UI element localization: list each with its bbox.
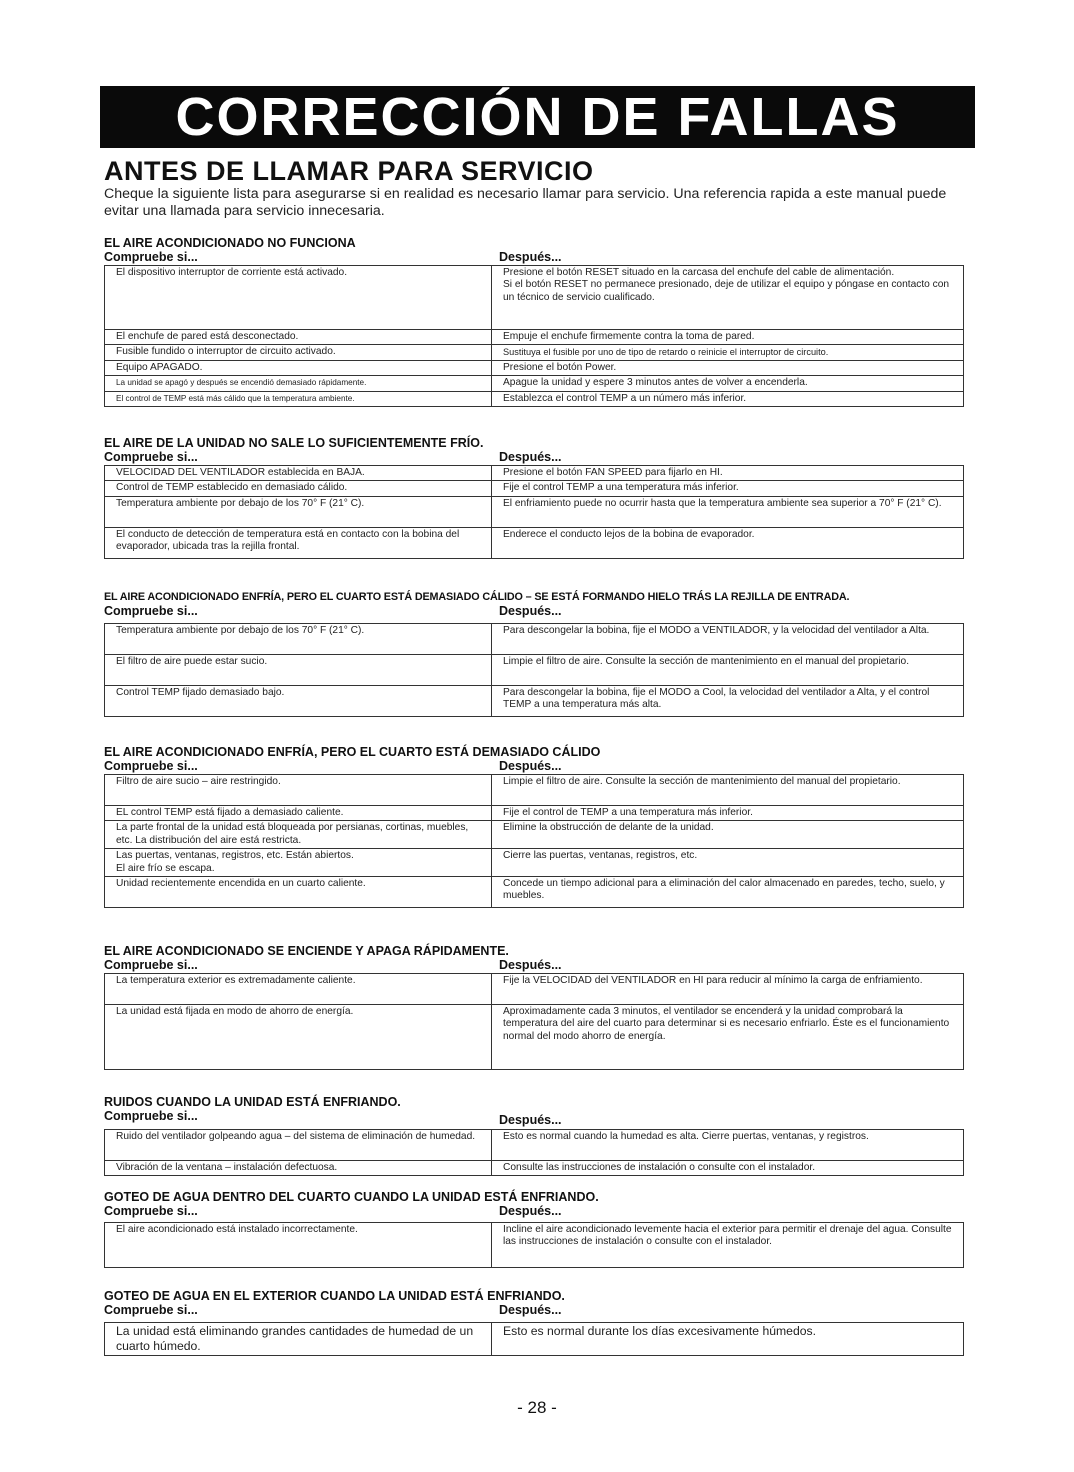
cause-cell: La unidad se apagó y después se encendió demasiado rápidamente. bbox=[105, 376, 492, 391]
table-row bbox=[105, 624, 964, 655]
column-headers bbox=[104, 450, 964, 465]
check-header: Compruebe si... bbox=[104, 759, 198, 773]
section-title: GOTEO DE AGUA DENTRO DEL CUARTO CUANDO LA UNIDAD ESTÁ ENFRIANDO. bbox=[104, 1190, 599, 1204]
column-headers bbox=[104, 1204, 964, 1219]
section-drip-inside bbox=[104, 1190, 964, 1268]
check-header: Compruebe si... bbox=[104, 1109, 198, 1123]
table-row bbox=[105, 1161, 964, 1176]
cause-cell: Unidad recientemente encendida en un cuarto caliente. bbox=[105, 877, 492, 908]
cause-cell: Control de TEMP establecido en demasiado cálido. bbox=[105, 481, 492, 496]
solution-cell: Limpie el filtro de aire. Consulte la sección de mantenimiento en el manual del propietario. bbox=[492, 655, 964, 686]
cause-cell: Fusible fundido o interruptor de circuito activado. bbox=[105, 345, 492, 360]
solution-cell: Presione el botón FAN SPEED para fijarlo en HI. bbox=[492, 466, 964, 481]
cause-cell: La temperatura exterior es extremadamente caliente. bbox=[105, 974, 492, 1005]
table-row bbox=[105, 345, 964, 360]
cause-cell: Temperatura ambiente por debajo de los 70° F (21° C). bbox=[105, 496, 492, 527]
section-ice-forming bbox=[104, 590, 964, 717]
section-not-working bbox=[104, 236, 964, 407]
section-title: EL AIRE DE LA UNIDAD NO SALE LO SUFICIENTEMENTE FRÍO. bbox=[104, 436, 484, 450]
solution-cell: Aproximadamente cada 3 minutos, el ventilador se encenderá y la unidad comprobará la temperatura del aire del cuarto para determinar si es necesario enfriarlo. Éste es el funcionamiento normal del modo ahorro de energía. bbox=[492, 1005, 964, 1070]
solution-cell: Fije la VELOCIDAD del VENTILADOR en HI para reducir al mínimo la carga de enfriamiento. bbox=[492, 974, 964, 1005]
troubleshooting-table bbox=[104, 1322, 964, 1356]
troubleshooting-table bbox=[104, 1129, 964, 1176]
solution-cell: El enfriamiento puede no ocurrir hasta que la temperatura ambiente sea superior a 70° F (21° C). bbox=[492, 496, 964, 527]
cause-cell: Vibración de la ventana – instalación defectuosa. bbox=[105, 1161, 492, 1176]
cause-cell: Temperatura ambiente por debajo de los 70° F (21° C). bbox=[105, 624, 492, 655]
check-header: Compruebe si... bbox=[104, 250, 198, 264]
table-row bbox=[105, 527, 964, 558]
then-header: Después... bbox=[499, 759, 562, 773]
table-row bbox=[105, 686, 964, 717]
troubleshooting-table bbox=[104, 265, 964, 407]
solution-cell: Empuje el enchufe firmemente contra la toma de pared. bbox=[492, 330, 964, 345]
cause-cell: Filtro de aire sucio – aire restringido. bbox=[105, 775, 492, 806]
table-row bbox=[105, 360, 964, 375]
table-row bbox=[105, 775, 964, 806]
solution-cell: Cierre las puertas, ventanas, registros, etc. bbox=[492, 849, 964, 877]
page-banner: CORRECCIÓN DE FALLAS bbox=[100, 86, 975, 148]
then-header: Después... bbox=[499, 958, 562, 972]
section-title: EL AIRE ACONDICIONADO SE ENCIENDE Y APAGA RÁPIDAMENTE. bbox=[104, 944, 509, 958]
intro-paragraph: Cheque la siguiente lista para asegurarse si en realidad es necesario llamar para servicio. Una referencia rapida a este manual puede evitar una llamada para servicio innecesaria. bbox=[104, 186, 947, 219]
column-headers bbox=[104, 1109, 964, 1125]
table-row bbox=[105, 877, 964, 908]
solution-cell: Limpie el filtro de aire. Consulte la sección de mantenimiento del manual del propietario. bbox=[492, 775, 964, 806]
table-row bbox=[105, 821, 964, 849]
solution-cell: Esto es normal cuando la humedad es alta. Cierre puertas, ventanas, y registros. bbox=[492, 1130, 964, 1161]
table-row bbox=[105, 376, 964, 391]
column-headers bbox=[104, 604, 964, 619]
cause-cell: La unidad está eliminando grandes cantidades de humedad de un cuarto húmedo. bbox=[105, 1323, 492, 1356]
cause-cell: El dispositivo interruptor de corriente está activado. bbox=[105, 266, 492, 330]
column-headers bbox=[104, 1303, 964, 1318]
column-headers bbox=[104, 759, 964, 774]
then-header: Después... bbox=[499, 1303, 562, 1317]
cause-cell: El filtro de aire puede estar sucio. bbox=[105, 655, 492, 686]
table-row bbox=[105, 266, 964, 330]
troubleshooting-table bbox=[104, 774, 964, 908]
table-row bbox=[105, 806, 964, 821]
troubleshooting-table bbox=[104, 1222, 964, 1268]
cause-cell: Las puertas, ventanas, registros, etc. Están abiertos. El aire frío se escapa. bbox=[105, 849, 492, 877]
table-row bbox=[105, 1130, 964, 1161]
then-header: Después... bbox=[499, 450, 562, 464]
then-header: Después... bbox=[499, 604, 562, 618]
solution-cell bbox=[492, 266, 964, 330]
solution-cell: Esto es normal durante los días excesivamente húmedos. bbox=[492, 1323, 964, 1356]
table-row bbox=[105, 466, 964, 481]
table-row bbox=[105, 1005, 964, 1070]
table-row bbox=[105, 1323, 964, 1356]
cause-cell: La unidad está fijada en modo de ahorro de energía. bbox=[105, 1005, 492, 1070]
solution-cell: Incline el aire acondicionado levemente hacia el exterior para permitir el drenaje del agua. Consulte las instrucciones de instalación o consulte con el instalador. bbox=[492, 1223, 964, 1268]
section-not-cold bbox=[104, 436, 964, 559]
table-row bbox=[105, 849, 964, 877]
then-header: Después... bbox=[499, 1113, 562, 1127]
page-number: - 28 - bbox=[517, 1398, 557, 1417]
section-title: EL AIRE ACONDICIONADO ENFRÍA, PERO EL CUARTO ESTÁ DEMASIADO CÁLIDO – SE ESTÁ FORMANDO HIELO TRÁS LA REJILLA DE ENTRADA. bbox=[104, 591, 850, 603]
column-headers bbox=[104, 250, 964, 265]
check-header: Compruebe si... bbox=[104, 958, 198, 972]
cause-cell: Equipo APAGADO. bbox=[105, 360, 492, 375]
solution-cell: Establezca el control TEMP a un número más inferior. bbox=[492, 391, 964, 406]
cause-cell: El control de TEMP está más cálido que la temperatura ambiente. bbox=[105, 391, 492, 406]
solution-cell: Enderece el conducto lejos de la bobina de evaporador. bbox=[492, 527, 964, 558]
solution-cell: Fije el control de TEMP a una temperatura más inferior. bbox=[492, 806, 964, 821]
check-header: Compruebe si... bbox=[104, 1303, 198, 1317]
column-headers bbox=[104, 958, 964, 973]
table-row bbox=[105, 330, 964, 345]
cause-cell: El aire acondicionado está instalado incorrectamente. bbox=[105, 1223, 492, 1268]
solution-cell: Consulte las instrucciones de instalación o consulte con el instalador. bbox=[492, 1161, 964, 1176]
section-noises bbox=[104, 1095, 964, 1176]
solution-cell: Elimine la obstrucción de delante de la unidad. bbox=[492, 821, 964, 849]
section-title: RUIDOS CUANDO LA UNIDAD ESTÁ ENFRIANDO. bbox=[104, 1095, 401, 1109]
check-header: Compruebe si... bbox=[104, 1204, 198, 1218]
troubleshooting-table bbox=[104, 623, 964, 717]
cause-cell: EL control TEMP está fijado a demasiado caliente. bbox=[105, 806, 492, 821]
table-row bbox=[105, 391, 964, 406]
solution-cell: Presione el botón Power. bbox=[492, 360, 964, 375]
check-header: Compruebe si... bbox=[104, 604, 198, 618]
section-title: GOTEO DE AGUA EN EL EXTERIOR CUANDO LA UNIDAD ESTÁ ENFRIANDO. bbox=[104, 1289, 565, 1303]
solution-cell: Apague la unidad y espere 3 minutos antes de volver a encenderla. bbox=[492, 376, 964, 391]
table-row bbox=[105, 481, 964, 496]
solution-cell: Sustituya el fusible por uno de tipo de retardo o reinicie el interruptor de circuito. bbox=[492, 345, 964, 360]
table-row bbox=[105, 655, 964, 686]
table-row bbox=[105, 974, 964, 1005]
check-header: Compruebe si... bbox=[104, 450, 198, 464]
cause-cell: VELOCIDAD DEL VENTILADOR establecida en BAJA. bbox=[105, 466, 492, 481]
cause-cell: Control TEMP fijado demasiado bajo. bbox=[105, 686, 492, 717]
section-cycling bbox=[104, 944, 964, 1070]
cause-cell: El enchufe de pared está desconectado. bbox=[105, 330, 492, 345]
then-header: Después... bbox=[499, 1204, 562, 1218]
page-title: ANTES DE LLAMAR PARA SERVICIO bbox=[104, 156, 594, 186]
solution-line: Presione el botón RESET situado en la carcasa del enchufe del cable de alimentación. Si el botón RESET no permanece presionado, deje de utilizar el equipo y póngase en contacto con un técnico de servicio cualificado. bbox=[503, 267, 950, 303]
troubleshooting-table bbox=[104, 973, 964, 1070]
solution-cell: Para descongelar la bobina, fije el MODO a VENTILADOR, y la velocidad del ventilador a Alta. bbox=[492, 624, 964, 655]
section-title: EL AIRE ACONDICIONADO NO FUNCIONA bbox=[104, 236, 356, 250]
section-room-warm bbox=[104, 745, 964, 908]
cause-cell: El conducto de detección de temperatura está en contacto con la bobina del evaporador, ubicada tras la rejilla frontal. bbox=[105, 527, 492, 558]
solution-cell: Fije el control TEMP a una temperatura más inferior. bbox=[492, 481, 964, 496]
cause-cell: Ruido del ventilador golpeando agua – del sistema de eliminación de humedad. bbox=[105, 1130, 492, 1161]
solution-cell: Concede un tiempo adicional para a eliminación del calor almacenado en paredes, techo, suelo, y muebles. bbox=[492, 877, 964, 908]
troubleshooting-table bbox=[104, 465, 964, 559]
solution-cell: Para descongelar la bobina, fije el MODO a Cool, la velocidad del ventilador a Alta, y el control TEMP a una temperatura más alta. bbox=[492, 686, 964, 717]
section-drip-outside bbox=[104, 1289, 964, 1356]
table-row bbox=[105, 496, 964, 527]
section-title: EL AIRE ACONDICIONADO ENFRÍA, PERO EL CUARTO ESTÁ DEMASIADO CÁLIDO bbox=[104, 745, 601, 759]
then-header: Después... bbox=[499, 250, 562, 264]
table-row bbox=[105, 1223, 964, 1268]
cause-cell: La parte frontal de la unidad está bloqueada por persianas, cortinas, muebles, etc. La distribución del aire está restricta. bbox=[105, 821, 492, 849]
